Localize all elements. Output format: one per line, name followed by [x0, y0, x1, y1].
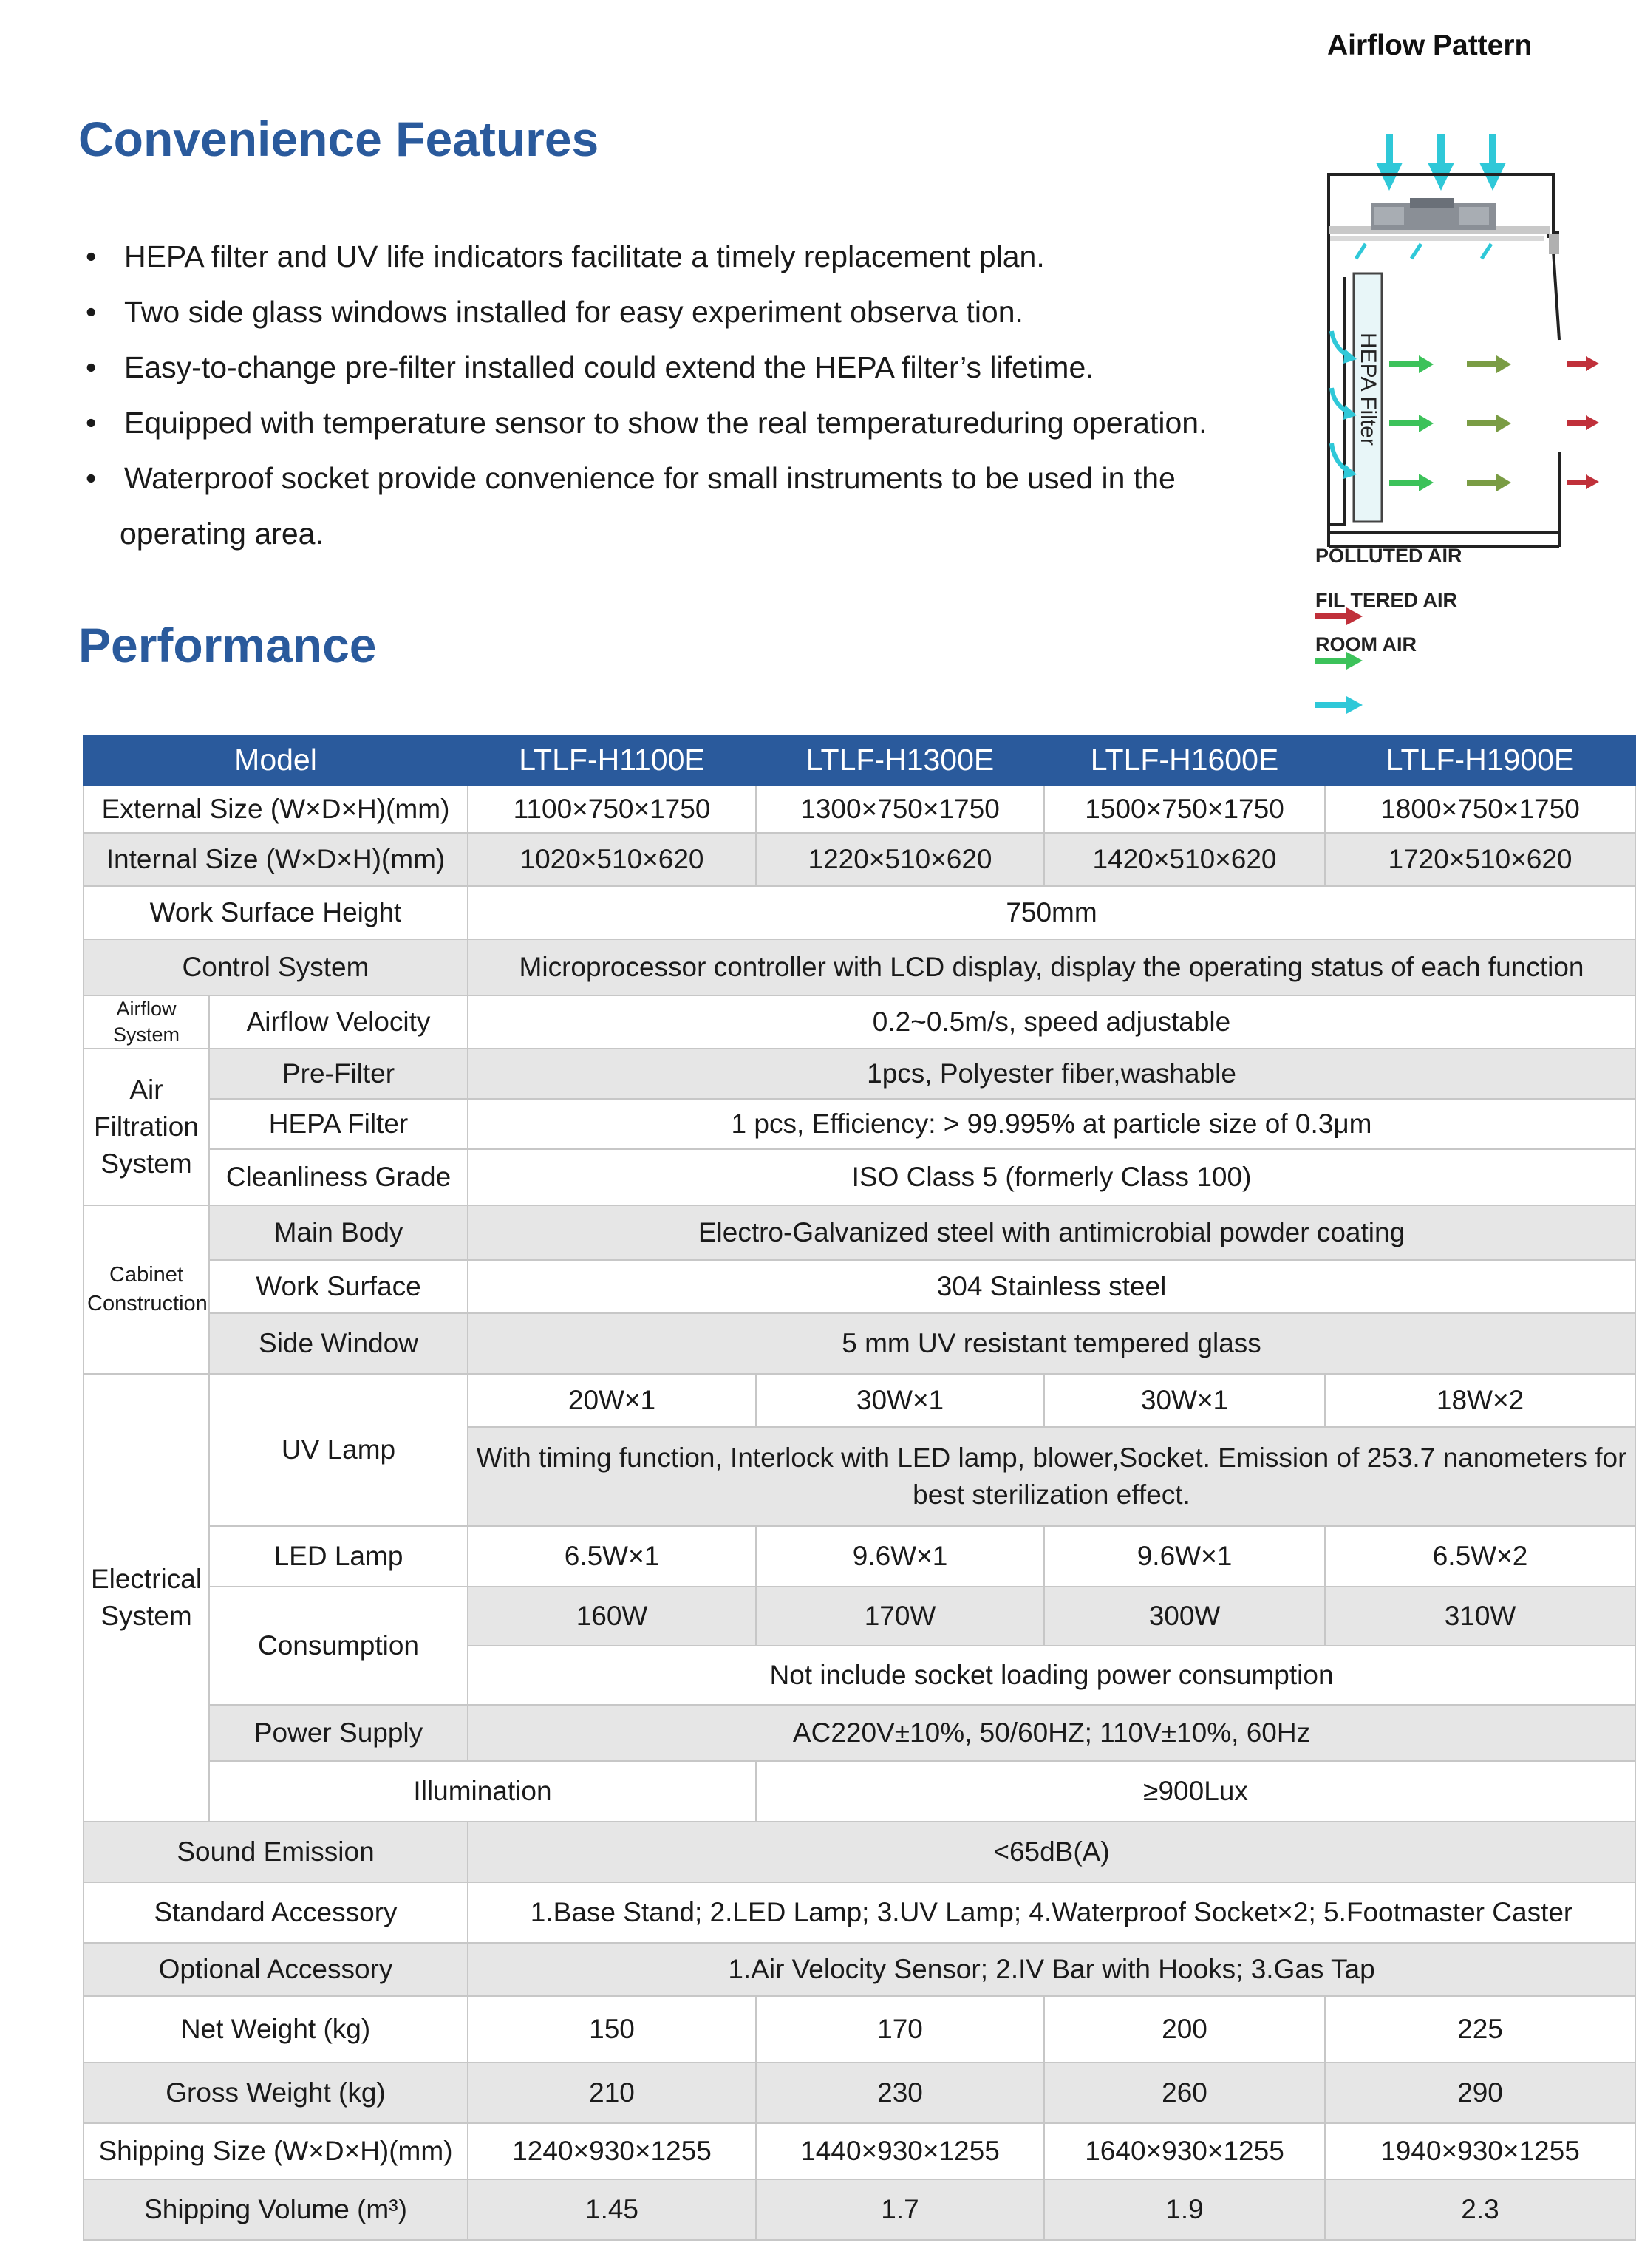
table-row: [84, 1526, 1635, 1587]
row-label: Gross Weight (kg): [84, 2063, 468, 2123]
table-row: [84, 886, 1635, 939]
table-row: [84, 1587, 1635, 1646]
table-row: [84, 1374, 1635, 1427]
cell: 1300×750×1750: [756, 786, 1044, 833]
header-model: Model: [84, 735, 468, 786]
row-label: UV Lamp: [209, 1374, 468, 1526]
row-label: Main Body: [209, 1205, 468, 1260]
performance-table: [83, 735, 1636, 2241]
table-header-row: [84, 735, 1635, 786]
header-model-2: LTLF-H1300E: [756, 735, 1044, 786]
cell: 230: [756, 2063, 1044, 2123]
feature-text-continued: operating area.: [120, 517, 324, 551]
header-model-3: LTLF-H1600E: [1044, 735, 1325, 786]
cell: 225: [1325, 1996, 1635, 2063]
cell: 1220×510×620: [756, 833, 1044, 886]
cell: 5 mm UV resistant tempered glass: [468, 1313, 1635, 1374]
cell: 1.Air Velocity Sensor; 2.IV Bar with Hooks; 3.Gas Tap: [468, 1943, 1635, 1996]
cell: ISO Class 5 (formerly Class 100): [468, 1149, 1635, 1205]
row-label: Standard Accessory: [84, 1882, 468, 1943]
table-row: [84, 1099, 1635, 1149]
cell: 6.5W×2: [1325, 1526, 1635, 1587]
legend-label: POLLUTED AIR: [1315, 544, 1462, 567]
hepa-filter-label: HEPA Filter: [1356, 333, 1380, 446]
group-label: Air Filtration System: [84, 1049, 209, 1205]
cell: 750mm: [468, 886, 1635, 939]
cell: 1500×750×1750: [1044, 786, 1325, 833]
cell: 30W×1: [1044, 1374, 1325, 1427]
cell: 1640×930×1255: [1044, 2123, 1325, 2179]
cell: 150: [468, 1996, 756, 2063]
row-label: Illumination: [209, 1761, 756, 1822]
row-label: Side Window: [209, 1313, 468, 1374]
cell: 170W: [756, 1587, 1044, 1646]
convenience-title: Convenience Features: [78, 112, 599, 166]
header-model-1: LTLF-H1100E: [468, 735, 756, 786]
filtered-air-arrows: [1389, 355, 1511, 491]
cell: 6.5W×1: [468, 1526, 756, 1587]
cell: 0.2~0.5m/s, speed adjustable: [468, 995, 1635, 1049]
cell: 160W: [468, 1587, 756, 1646]
row-label: HEPA Filter: [209, 1099, 468, 1149]
polluted-air-arrows: [1567, 356, 1599, 489]
cell: 260: [1044, 2063, 1325, 2123]
cell: 1pcs, Polyester fiber,washable: [468, 1049, 1635, 1099]
row-label: Internal Size (W×D×H)(mm): [84, 833, 468, 886]
row-label: Shipping Size (W×D×H)(mm): [84, 2123, 468, 2179]
table-row: [84, 1205, 1635, 1260]
cell: 1 pcs, Efficiency: > 99.995% at particle size of 0.3μm: [468, 1099, 1635, 1149]
feature-text: HEPA filter and UV life indicators facilitate a timely replacement plan.: [124, 239, 1045, 273]
row-label: Work Surface Height: [84, 886, 468, 939]
cell: 310W: [1325, 1587, 1635, 1646]
row-label: Work Surface: [209, 1260, 468, 1313]
table-row: [84, 1822, 1635, 1882]
cell: 200: [1044, 1996, 1325, 2063]
cell: 1720×510×620: [1325, 833, 1635, 886]
legend-label: ROOM AIR: [1315, 633, 1417, 655]
table-row: [84, 1882, 1635, 1943]
cell: 1940×930×1255: [1325, 2123, 1635, 2179]
cell: 1.Base Stand; 2.LED Lamp; 3.UV Lamp; 4.Waterproof Socket×2; 5.Footmaster Caster: [468, 1882, 1635, 1943]
row-label: Pre-Filter: [209, 1049, 468, 1099]
table-row: [84, 833, 1635, 886]
performance-title: Performance: [78, 618, 377, 672]
table-row: [84, 786, 1635, 833]
cell: 1240×930×1255: [468, 2123, 756, 2179]
row-label: LED Lamp: [209, 1526, 468, 1587]
cell: 2.3: [1325, 2179, 1635, 2240]
cell: Not include socket loading power consumption: [468, 1646, 1635, 1705]
group-label: Airflow System: [84, 995, 209, 1049]
airflow-title: Airflow Pattern: [1327, 30, 1533, 61]
feature-list: [80, 229, 1262, 562]
cell: 1020×510×620: [468, 833, 756, 886]
feature-item: [80, 395, 1262, 451]
table-row: [84, 1149, 1635, 1205]
table-row: [84, 1313, 1635, 1374]
legend-label: FIL TERED AIR: [1315, 588, 1458, 611]
row-label: Net Weight (kg): [84, 1996, 468, 2063]
legend-filtered-air: [1315, 585, 1457, 615]
table-row: [84, 1996, 1635, 2063]
group-label: Cabinet Construction: [84, 1205, 209, 1374]
blower-icon: [1371, 198, 1496, 230]
cell: 300W: [1044, 1587, 1325, 1646]
row-label: Airflow Velocity: [209, 995, 468, 1049]
cell: 1420×510×620: [1044, 833, 1325, 886]
row-label: Optional Accessory: [84, 1943, 468, 1996]
cell: 30W×1: [756, 1374, 1044, 1427]
feature-text: Two side glass windows installed for easy experiment observa tion.: [124, 295, 1023, 329]
table-row: [84, 939, 1635, 995]
room-air-arrow-icon: [1315, 696, 1363, 714]
cell: 1.7: [756, 2179, 1044, 2240]
cell: 9.6W×1: [1044, 1526, 1325, 1587]
legend-room-air: [1315, 630, 1417, 659]
group-label: Electrical System: [84, 1374, 209, 1822]
feature-item: [80, 340, 1262, 395]
header-model-4: LTLF-H1900E: [1325, 735, 1635, 786]
airflow-diagram: [1315, 30, 1626, 672]
table-row: [84, 2179, 1635, 2240]
room-air-arrows-top: [1376, 134, 1506, 191]
legend-polluted-air: [1315, 541, 1462, 571]
feature-text: Waterproof socket provide convenience for small instruments to be used in the: [124, 461, 1176, 495]
cell: 304 Stainless steel: [468, 1260, 1635, 1313]
cell: 1.45: [468, 2179, 756, 2240]
feature-item: [80, 285, 1262, 340]
cell: 1100×750×1750: [468, 786, 756, 833]
cell: ≥900Lux: [756, 1761, 1635, 1822]
cell: <65dB(A): [468, 1822, 1635, 1882]
table-row: [84, 2063, 1635, 2123]
feature-item: [80, 451, 1262, 562]
cell: AC220V±10%, 50/60HZ; 110V±10%, 60Hz: [468, 1705, 1635, 1761]
table-row: [84, 1943, 1635, 1996]
cell: 290: [1325, 2063, 1635, 2123]
cell: 170: [756, 1996, 1044, 2063]
table-row: [84, 1260, 1635, 1313]
cell: 1800×750×1750: [1325, 786, 1635, 833]
cell: 9.6W×1: [756, 1526, 1044, 1587]
table-row: [84, 2123, 1635, 2179]
row-label: External Size (W×D×H)(mm): [84, 786, 468, 833]
row-label: Control System: [84, 939, 468, 995]
cell: With timing function, Interlock with LED lamp, blower,Socket. Emission of 253.7 nanometers for best sterilization effect.: [468, 1427, 1635, 1526]
table-row: [84, 1049, 1635, 1099]
row-label: Cleanliness Grade: [209, 1149, 468, 1205]
cell: 20W×1: [468, 1374, 756, 1427]
feature-text: Easy-to-change pre-filter installed could extend the HEPA filter’s lifetime.: [124, 350, 1094, 384]
cabinet-airflow-illustration: [1315, 96, 1626, 554]
row-label: Power Supply: [209, 1705, 468, 1761]
feature-item: [80, 229, 1262, 285]
diffuser-arrows: [1356, 244, 1491, 259]
cell: 1.9: [1044, 2179, 1325, 2240]
cell: 210: [468, 2063, 756, 2123]
table-row: [84, 1761, 1635, 1822]
cell: 1440×930×1255: [756, 2123, 1044, 2179]
row-label: Sound Emission: [84, 1822, 468, 1882]
cell: 18W×2: [1325, 1374, 1635, 1427]
row-label: Shipping Volume (m³): [84, 2179, 468, 2240]
feature-text: Equipped with temperature sensor to show the real temperatureduring operation.: [124, 406, 1207, 440]
cell: Electro-Galvanized steel with antimicrobial powder coating: [468, 1205, 1635, 1260]
table-row: [84, 1705, 1635, 1761]
row-label: Consumption: [209, 1587, 468, 1705]
cell: Microprocessor controller with LCD display, display the operating status of each function: [468, 939, 1635, 995]
table-row: [84, 995, 1635, 1049]
